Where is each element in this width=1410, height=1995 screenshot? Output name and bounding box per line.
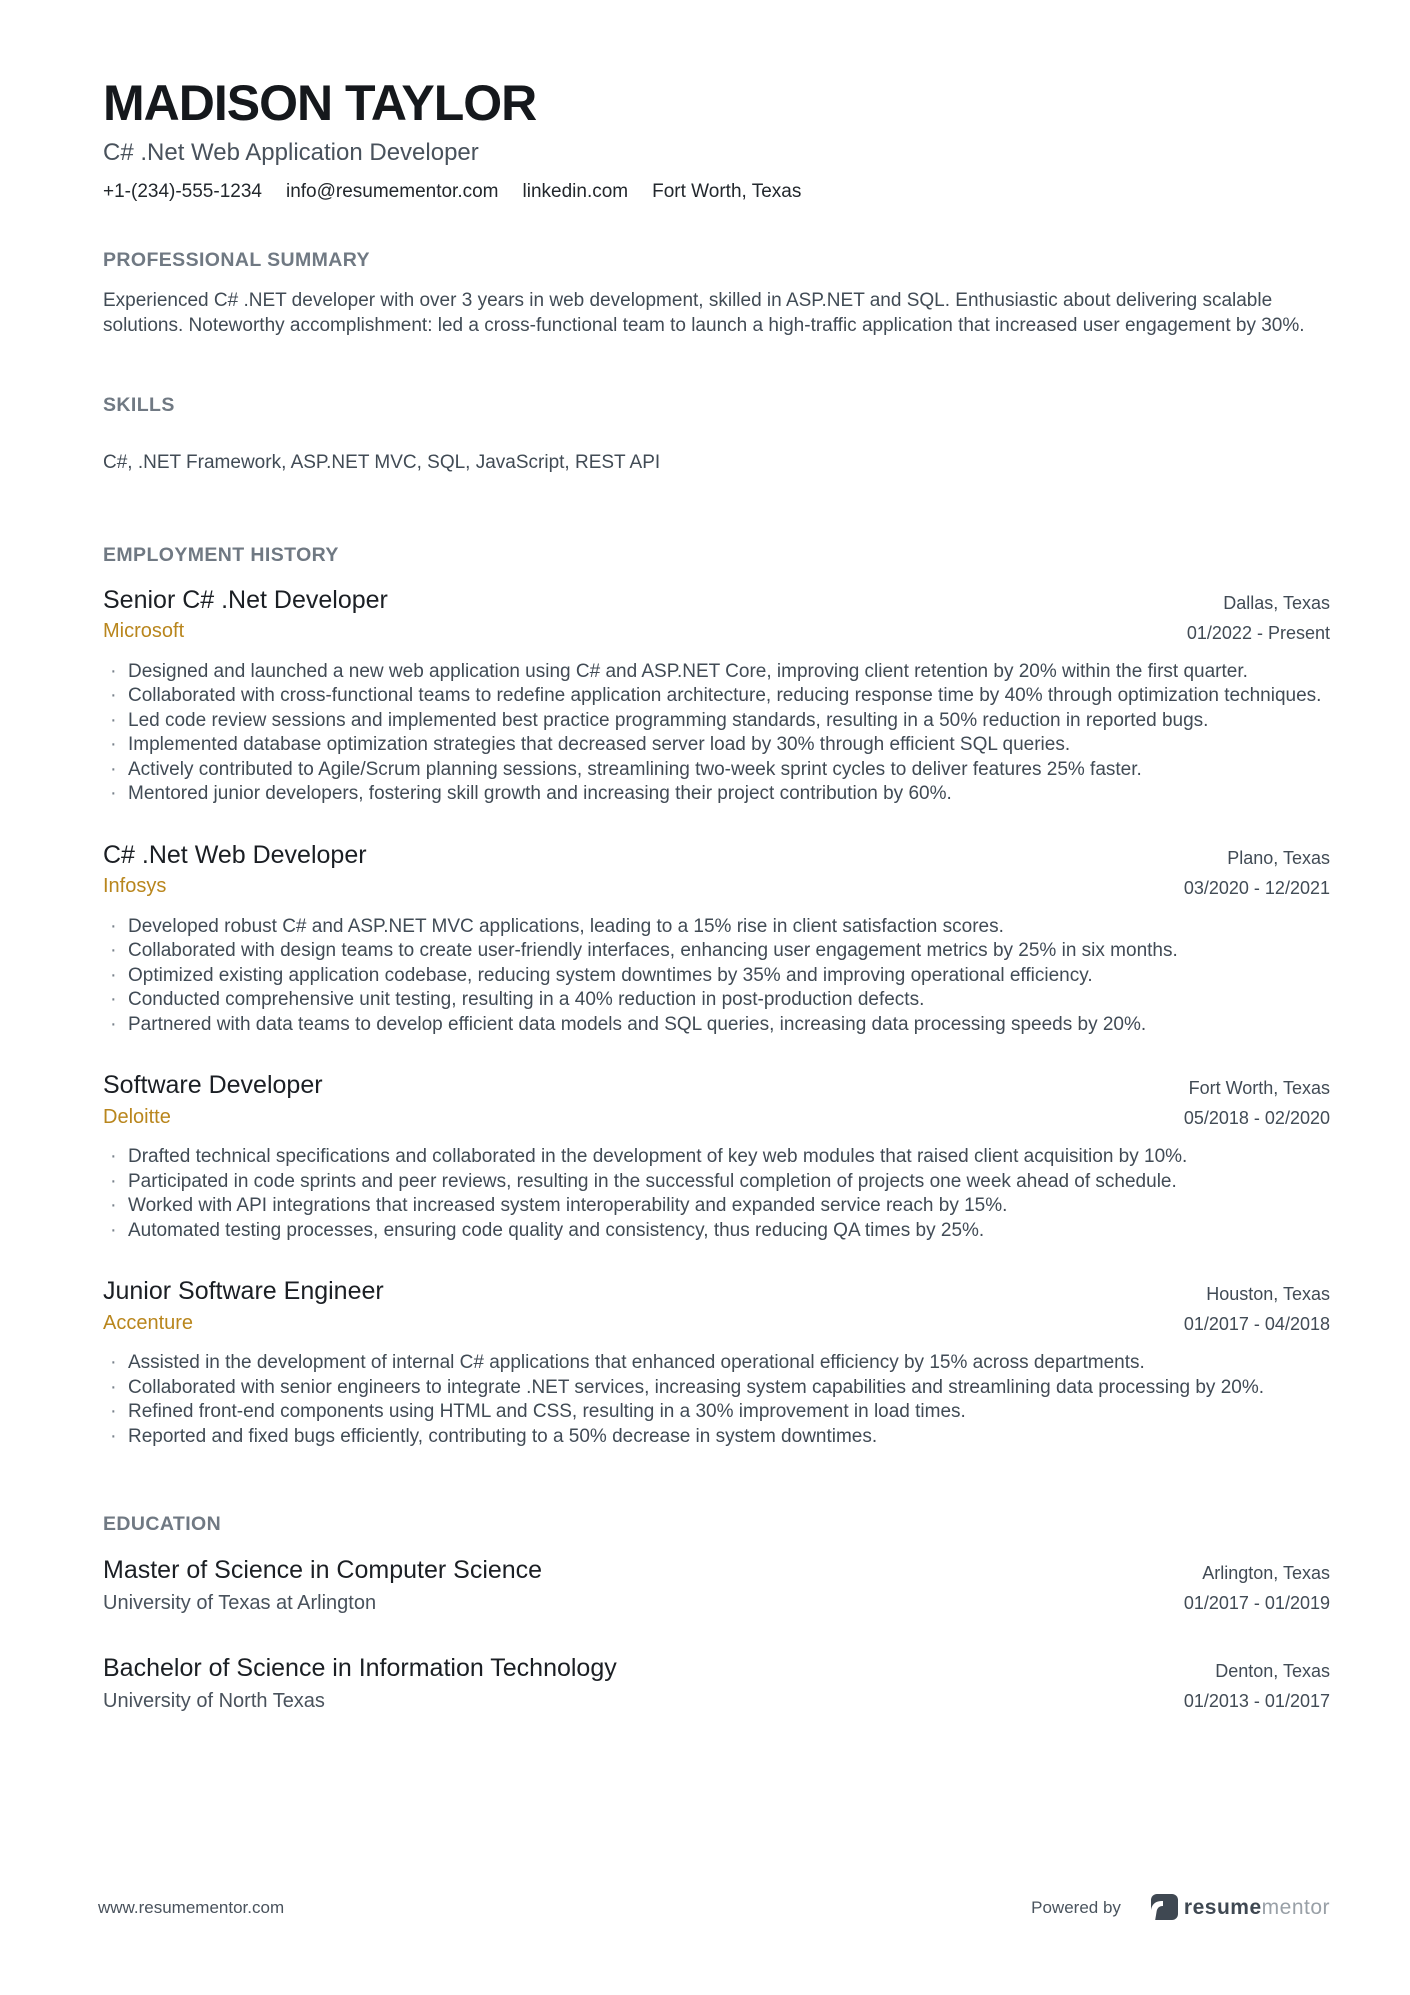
powered-by-label: Powered by [1031, 1897, 1121, 1917]
job-bullet: · Optimized existing application codebase, reducing system downtimes by 35% and improving operational efficiency. [103, 964, 1330, 989]
job-bullet: · Partnered with data teams to develop efficient data models and SQL queries, increasing data processing speeds by 20%. [103, 1013, 1330, 1038]
email-address[interactable]: info@resumementor.com [285, 181, 499, 202]
job-bullet: · Worked with API integrations that increased system interoperability and expanded service reach by 15%. [103, 1194, 1330, 1219]
job-entry [103, 1071, 1330, 1243]
education-header [103, 1556, 1330, 1618]
resumementor-logo-icon [1151, 1894, 1178, 1921]
job-bullet: · Automated testing processes, ensuring code quality and consistency, thus reducing QA times by 25%. [103, 1219, 1330, 1244]
job-dates: 01/2017 - 04/2018 [1183, 1314, 1330, 1334]
brand-text-light: mentor [1261, 1895, 1330, 1919]
job-entry [103, 841, 1330, 1038]
skills-list: C#, .NET Framework, ASP.NET MVC, SQL, JavaScript, REST API [103, 452, 661, 473]
education-section [103, 1513, 1330, 1716]
summary-heading: PROFESSIONAL SUMMARY [103, 249, 370, 271]
job-bullet: · Actively contributed to Agile/Scrum planning sessions, streamlining two-week sprint cycles to deliver features 25% faster. [103, 758, 1330, 783]
job-bullet: · Designed and launched a new web application using C# and ASP.NET Core, improving client retention by 20% within the first quarter. [103, 660, 1330, 685]
education-list [103, 1556, 1330, 1716]
footer-website-link[interactable]: www.resumementor.com [98, 1897, 285, 1917]
job-bullet: · Collaborated with senior engineers to integrate .NET services, increasing system capabilities and streamlining data processing by 20%. [103, 1376, 1330, 1401]
linkedin-link[interactable]: linkedin.com [522, 181, 629, 202]
phone-number: +1-(234)-555-1234 [103, 181, 262, 202]
job-location: Dallas, Texas [1223, 592, 1330, 613]
job-location: Fort Worth, Texas [1188, 1078, 1330, 1098]
job-bullet: · Collaborated with design teams to create user-friendly interfaces, enhancing user engagement metrics by 25% in six months. [103, 939, 1330, 964]
education-entry [103, 1556, 1330, 1618]
education-dates: 01/2017 - 01/2019 [1183, 1593, 1330, 1613]
school-name: University of Texas at Arlington [103, 1591, 377, 1614]
location-text: Fort Worth, Texas [652, 181, 802, 202]
summary-text: Experienced C# .NET developer with over 3 years in web development, skilled in ASP.NET and SQL. Enthusiastic about delivering scalable solutions. Noteworthy accomplishment: led a cross-functional team to launch a high-traffic application that increased user engagement by 30%. [103, 290, 1305, 336]
job-bullet: · Reported and fixed bugs efficiently, contributing to a 50% decrease in system downtimes. [103, 1425, 1330, 1450]
job-company: Infosys [103, 875, 167, 898]
education-location: Denton, Texas [1215, 1661, 1330, 1681]
job-bullet: · Drafted technical specifications and collaborated in the development of key web modules that raised client acquisition by 10%. [103, 1145, 1330, 1170]
school-name: University of North Texas [103, 1689, 325, 1712]
resumementor-brand-link[interactable] [1151, 1894, 1330, 1921]
education-entry [103, 1654, 1330, 1716]
education-heading: EDUCATION [103, 1513, 222, 1535]
job-header [103, 1071, 1330, 1133]
job-bullets [103, 660, 1330, 807]
job-title: Senior C# .Net Developer [103, 585, 388, 614]
skills-section [103, 394, 1330, 476]
degree-title: Bachelor of Science in Information Technology [103, 1654, 617, 1682]
candidate-job-title: C# .Net Web Application Developer [103, 139, 479, 166]
job-company: Deloitte [103, 1105, 171, 1128]
brand-text-bold: resume [1183, 1895, 1262, 1919]
job-header [103, 586, 1330, 648]
job-bullet: · Collaborated with cross-functional teams to redefine application architecture, reducing response time by 40% through optimization techniques. [103, 684, 1330, 709]
candidate-name: MADISON TAYLOR [103, 75, 537, 131]
job-dates: 05/2018 - 02/2020 [1183, 1108, 1330, 1128]
job-bullet: · Implemented database optimization strategies that decreased server load by 30% through efficient SQL queries. [103, 733, 1330, 758]
jobs-list [103, 586, 1330, 1450]
job-entry [103, 586, 1330, 807]
job-bullet: · Led code review sessions and implemented best practice programming standards, resulting in a 50% reduction in reported bugs. [103, 709, 1330, 734]
job-header [103, 841, 1330, 903]
powered-by [1031, 1894, 1330, 1921]
job-bullet: · Mentored junior developers, fostering skill growth and increasing their project contribution by 60%. [103, 782, 1330, 807]
job-dates: 01/2022 - Present [1186, 622, 1330, 643]
summary-section [103, 249, 1330, 338]
page-footer [98, 1894, 1330, 1921]
job-bullets [103, 915, 1330, 1038]
employment-section [103, 544, 1330, 1450]
job-bullets [103, 1145, 1330, 1243]
job-dates: 03/2020 - 12/2021 [1183, 877, 1330, 898]
skills-heading: SKILLS [103, 394, 175, 416]
job-bullet: · Assisted in the development of internal C# applications that enhanced operational efficiency by 15% across departments. [103, 1351, 1330, 1376]
job-location: Plano, Texas [1227, 847, 1330, 868]
degree-title: Master of Science in Computer Science [103, 1556, 543, 1584]
job-bullets [103, 1351, 1330, 1449]
job-title: Software Developer [103, 1071, 323, 1099]
job-company: Microsoft [103, 620, 185, 643]
job-entry [103, 1277, 1330, 1449]
job-bullet: · Developed robust C# and ASP.NET MVC applications, leading to a 15% rise in client satisfaction scores. [103, 915, 1330, 940]
job-header [103, 1277, 1330, 1339]
job-title: Junior Software Engineer [103, 1277, 384, 1305]
contact-row [103, 181, 1330, 203]
education-dates: 01/2013 - 01/2017 [1183, 1691, 1330, 1711]
job-bullet: · Refined front-end components using HTML and CSS, resulting in a 30% improvement in load times. [103, 1400, 1330, 1425]
job-location: Houston, Texas [1206, 1284, 1330, 1304]
employment-heading: EMPLOYMENT HISTORY [103, 543, 339, 566]
job-title: C# .Net Web Developer [103, 840, 367, 869]
job-bullet: · Participated in code sprints and peer reviews, resulting in the successful completion of projects one week ahead of schedule. [103, 1170, 1330, 1195]
education-location: Arlington, Texas [1202, 1563, 1330, 1583]
job-company: Accenture [103, 1311, 194, 1334]
education-header [103, 1654, 1330, 1716]
job-bullet: · Conducted comprehensive unit testing, resulting in a 40% reduction in post-production defects. [103, 988, 1330, 1013]
